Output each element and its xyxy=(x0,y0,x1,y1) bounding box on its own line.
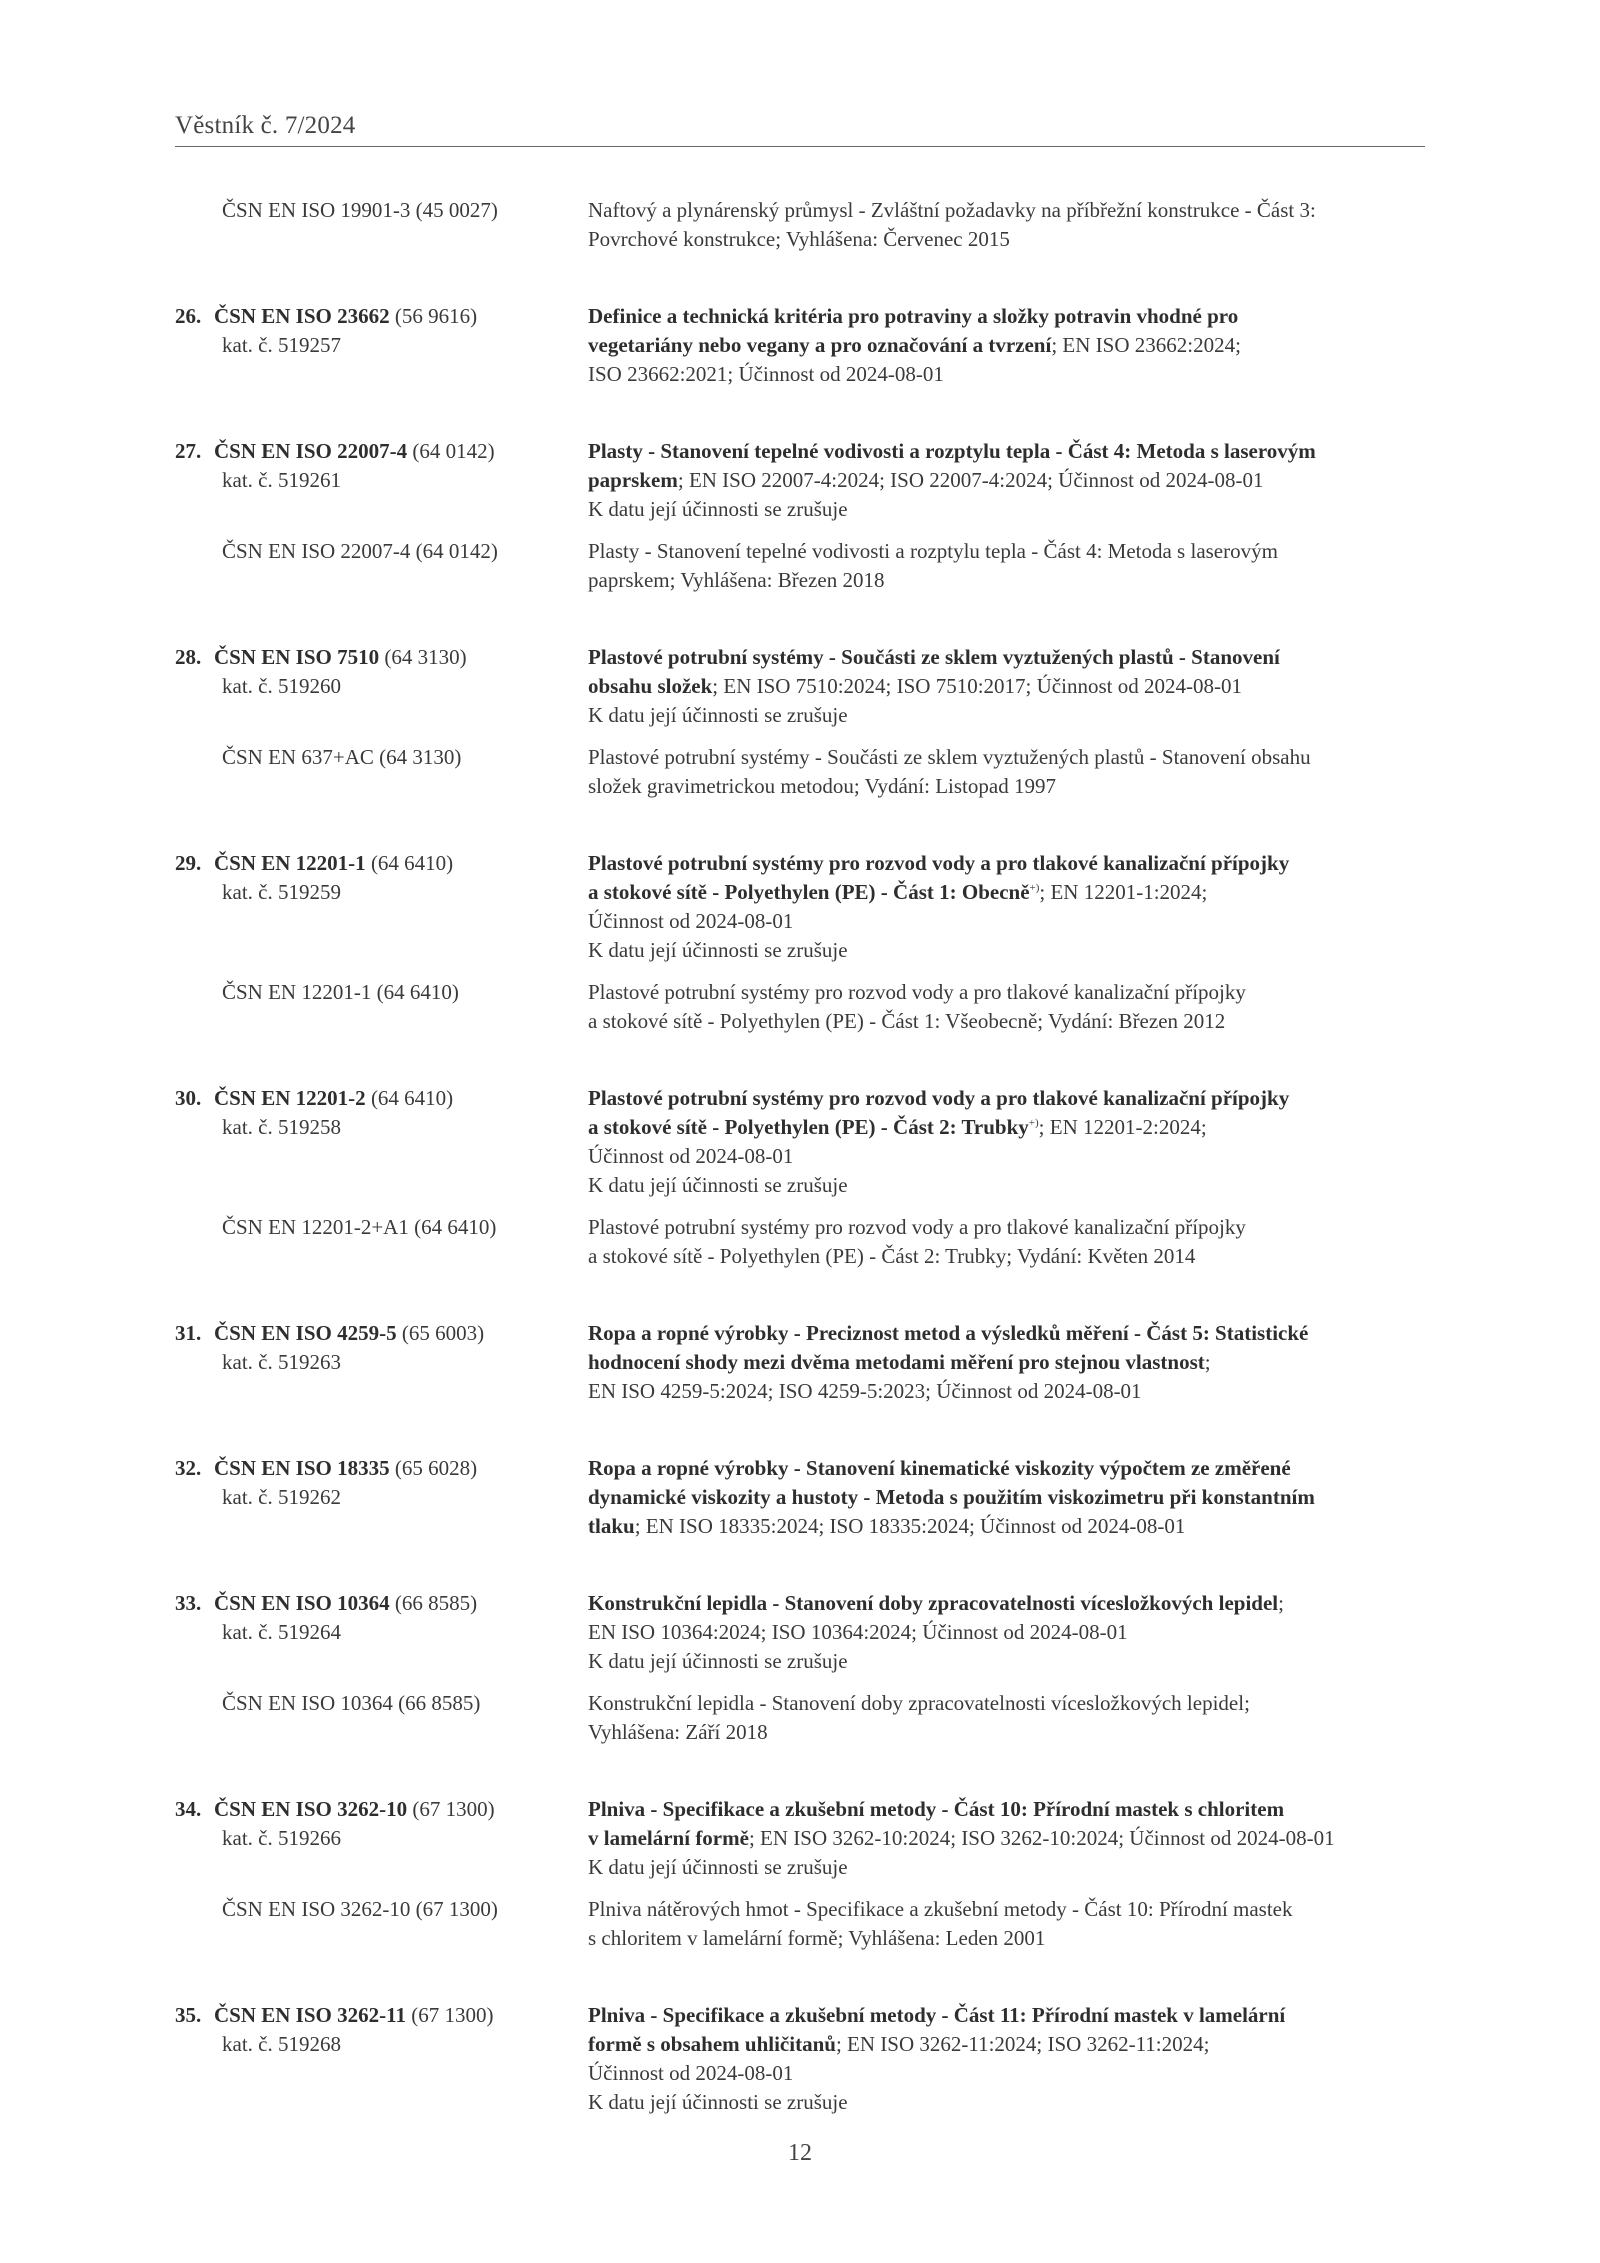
standard-designation xyxy=(0,1454,585,1541)
classification-code: (65 6028) xyxy=(389,1456,478,1480)
superseded-standard-code: ČSN EN 637+AC (64 3130) xyxy=(222,745,462,769)
description-line xyxy=(588,466,1438,495)
standard-code: ČSN EN ISO 3262-11 xyxy=(214,2003,406,2027)
description-text: ISO 23662:2021; Účinnost od 2024-08-01 xyxy=(588,362,944,386)
description-text: Účinnost od 2024-08-01 xyxy=(588,909,794,933)
description-text: a stokové sítě - Polyethylen (PE) - Část 2: Trubky; Vydání: Květen 2014 xyxy=(588,1244,1196,1268)
standard-row xyxy=(0,643,1600,730)
designation-line xyxy=(175,1589,585,1618)
description-line xyxy=(588,643,1438,672)
designation-line xyxy=(175,1084,585,1113)
standard-code: ČSN EN ISO 22007-4 xyxy=(214,439,408,463)
description-line xyxy=(588,743,1438,772)
description-text: K datu její účinnosti se zrušuje xyxy=(588,1173,848,1197)
description-line xyxy=(588,936,1438,965)
standard-designation xyxy=(0,537,585,595)
standard-designation xyxy=(0,1589,585,1676)
description-text: K datu její účinnosti se zrušuje xyxy=(588,1649,848,1673)
description-line xyxy=(588,978,1438,1007)
standard-description xyxy=(588,849,1438,965)
standard-designation xyxy=(0,849,585,965)
description-text: ; EN ISO 7510:2024; ISO 7510:2017; Účinnost od 2024-08-01 xyxy=(712,674,1242,698)
classification-code: (64 6410) xyxy=(365,1086,454,1110)
standard-title: a stokové sítě - Polyethylen (PE) - Část 2: Trubky xyxy=(588,1115,1029,1139)
description-line xyxy=(588,878,1438,907)
standard-designation xyxy=(0,2001,585,2117)
entry-number: 27. xyxy=(175,439,202,463)
standard-designation xyxy=(0,1213,585,1271)
description-line xyxy=(588,1319,1438,1348)
page-header xyxy=(175,112,1425,147)
designation-line xyxy=(175,196,585,225)
standard-title: Plniva - Specifikace a zkušební metody - Část 10: Přírodní mastek s chloritem xyxy=(588,1797,1285,1821)
catalog-number: kat. č. 519263 xyxy=(222,1350,341,1374)
standard-description xyxy=(588,1689,1438,1747)
classification-code: (64 3130) xyxy=(379,645,467,669)
classification-code: (67 1300) xyxy=(407,1797,495,1821)
standard-designation xyxy=(0,1319,585,1406)
description-text: ; EN 12201-2:2024; xyxy=(1038,1115,1207,1139)
description-text: EN ISO 10364:2024; ISO 10364:2024; Účinnost od 2024-08-01 xyxy=(588,1620,1128,1644)
superseded-row xyxy=(0,1895,1600,1953)
standard-designation xyxy=(0,1689,585,1747)
superseded-row xyxy=(0,537,1600,595)
description-line xyxy=(588,495,1438,524)
catalog-number: kat. č. 519262 xyxy=(222,1485,341,1509)
description-text: a stokové sítě - Polyethylen (PE) - Část 1: Všeobecně; Vydání: Březen 2012 xyxy=(588,1009,1226,1033)
standard-title: Konstrukční lepidla - Stanovení doby zpracovatelnosti vícesložkových lepidel xyxy=(588,1591,1279,1615)
standard-entry xyxy=(0,1084,1600,1271)
entry-number: 26. xyxy=(175,304,202,328)
description-line xyxy=(588,1795,1438,1824)
description-line xyxy=(588,225,1438,254)
description-line xyxy=(588,672,1438,701)
catalog-number: kat. č. 519261 xyxy=(222,468,341,492)
standard-designation xyxy=(0,1084,585,1200)
description-text: ; EN ISO 3262-11:2024; ISO 3262-11:2024; xyxy=(835,2032,1210,2056)
designation-line xyxy=(175,1213,585,1242)
standard-designation xyxy=(0,1895,585,1953)
description-text: složek gravimetrickou metodou; Vydání: Listopad 1997 xyxy=(588,774,1056,798)
standard-entry xyxy=(0,849,1600,1036)
classification-code: (56 9616) xyxy=(389,304,478,328)
standard-description xyxy=(588,196,1438,254)
standard-code: ČSN EN 12201-1 xyxy=(214,851,366,875)
designation-line xyxy=(175,1689,585,1718)
description-line xyxy=(588,1171,1438,1200)
standard-description xyxy=(588,1319,1438,1406)
description-text: ; EN 12201-1:2024; xyxy=(1039,880,1208,904)
standard-title: Plastové potrubní systémy pro rozvod vody a pro tlakové kanalizační přípojky xyxy=(588,1086,1290,1110)
description-text: Plastové potrubní systémy - Součásti ze sklem vyztužených plastů - Stanovení obsahu xyxy=(588,745,1311,769)
description-line xyxy=(588,1007,1438,1036)
footnote-mark: +) xyxy=(1029,882,1040,894)
classification-code: (64 0142) xyxy=(407,439,495,463)
description-text: K datu její účinnosti se zrušuje xyxy=(588,497,848,521)
superseded-row xyxy=(0,1213,1600,1271)
description-line xyxy=(588,1824,1438,1853)
standard-title: formě s obsahem uhličitanů xyxy=(588,2032,836,2056)
superseded-row xyxy=(0,743,1600,801)
description-text: K datu její účinnosti se zrušuje xyxy=(588,703,848,727)
standard-description xyxy=(588,1084,1438,1200)
standard-row xyxy=(0,1319,1600,1406)
standard-designation xyxy=(0,643,585,730)
standard-title: dynamické viskozity a hustoty - Metoda s použitím viskozimetru při konstantním xyxy=(588,1485,1315,1509)
standard-row xyxy=(0,1084,1600,1200)
superseded-standard-code: ČSN EN 12201-1 (64 6410) xyxy=(222,980,459,1004)
standard-description xyxy=(588,1795,1438,1882)
footnote-mark: +) xyxy=(1028,1117,1039,1129)
standard-designation xyxy=(0,1795,585,1882)
standard-title: tlaku xyxy=(588,1514,635,1538)
classification-code: (64 6410) xyxy=(365,851,454,875)
description-line xyxy=(588,537,1438,566)
description-text: Povrchové konstrukce; Vyhlášena: Červenec 2015 xyxy=(588,227,1010,251)
description-text: Naftový a plynárenský průmysl - Zvláštní požadavky na příbřežní konstrukce - Část 3: xyxy=(588,198,1316,222)
designation-line xyxy=(175,1319,585,1348)
standard-description xyxy=(588,1589,1438,1676)
standard-entry xyxy=(0,437,1600,595)
standard-description xyxy=(588,1454,1438,1541)
standard-title: Definice a technická kritéria pro potraviny a složky potravin vhodné pro xyxy=(588,304,1239,328)
description-line xyxy=(588,1589,1438,1618)
description-text: K datu její účinnosti se zrušuje xyxy=(588,1855,848,1879)
standard-description xyxy=(588,302,1438,389)
standard-row xyxy=(0,196,1600,254)
standard-designation xyxy=(0,437,585,524)
standard-code: ČSN EN ISO 3262-10 xyxy=(214,1797,408,1821)
standard-row xyxy=(0,1454,1600,1541)
superseded-standard-code: ČSN EN ISO 3262-10 (67 1300) xyxy=(222,1897,498,1921)
standard-title: Ropa a ropné výrobky - Stanovení kinematické viskozity výpočtem ze změřené xyxy=(588,1456,1291,1480)
standard-row xyxy=(0,302,1600,389)
standard-description xyxy=(588,1213,1438,1271)
description-line xyxy=(588,1242,1438,1271)
description-text: ; EN ISO 22007-4:2024; ISO 22007-4:2024; Účinnost od 2024-08-01 xyxy=(677,468,1264,492)
description-text: Konstrukční lepidla - Stanovení doby zpracovatelnosti vícesložkových lepidel; xyxy=(588,1691,1250,1715)
description-line xyxy=(588,1618,1438,1647)
standard-row xyxy=(0,1589,1600,1676)
description-text: ; xyxy=(1278,1591,1284,1615)
standard-description xyxy=(588,1895,1438,1953)
description-line xyxy=(588,1113,1438,1142)
description-line xyxy=(588,437,1438,466)
description-text: Plasty - Stanovení tepelné vodivosti a rozptylu tepla - Část 4: Metoda s laserovým xyxy=(588,539,1278,563)
standard-description xyxy=(588,643,1438,730)
description-text: K datu její účinnosti se zrušuje xyxy=(588,938,848,962)
standard-title: vegetariány nebo vegany a pro označování a tvrzení xyxy=(588,333,1052,357)
description-text: paprskem; Vyhlášena: Březen 2018 xyxy=(588,568,885,592)
standard-description xyxy=(588,2001,1438,2117)
standard-title: hodnocení shody mezi dvěma metodami měření pro stejnou vlastnost xyxy=(588,1350,1205,1374)
description-line xyxy=(588,1718,1438,1747)
description-line xyxy=(588,2001,1438,2030)
catalog-number: kat. č. 519268 xyxy=(222,2032,341,2056)
standard-title: Plastové potrubní systémy pro rozvod vody a pro tlakové kanalizační přípojky xyxy=(588,851,1290,875)
standard-code: ČSN EN 12201-2 xyxy=(214,1086,366,1110)
standard-row xyxy=(0,437,1600,524)
entry-number: 33. xyxy=(175,1591,202,1615)
designation-line xyxy=(175,1895,585,1924)
standard-designation xyxy=(0,743,585,801)
superseded-row xyxy=(0,978,1600,1036)
description-text: ; xyxy=(1204,1350,1211,1374)
description-line xyxy=(588,1895,1438,1924)
standard-entry xyxy=(0,302,1600,389)
standard-title: Plasty - Stanovení tepelné vodivosti a rozptylu tepla - Část 4: Metoda s laserovým xyxy=(588,439,1316,463)
standard-entry xyxy=(0,1795,1600,1953)
designation-line xyxy=(175,643,585,672)
description-text: EN ISO 4259-5:2024; ISO 4259-5:2023; Účinnost od 2024-08-01 xyxy=(588,1379,1142,1403)
designation-line xyxy=(175,743,585,772)
catalog-number: kat. č. 519258 xyxy=(222,1115,341,1139)
catalog-number: kat. č. 519264 xyxy=(222,1620,341,1644)
standard-title: Plastové potrubní systémy - Součásti ze sklem vyztužených plastů - Stanovení xyxy=(588,645,1280,669)
description-line xyxy=(588,1084,1438,1113)
description-line xyxy=(588,849,1438,878)
standards-list xyxy=(0,196,1600,2165)
description-text: ; EN ISO 18335:2024; ISO 18335:2024; Účinnost od 2024-08-01 xyxy=(634,1514,1186,1538)
description-line xyxy=(588,1689,1438,1718)
description-line xyxy=(588,1483,1438,1512)
designation-line xyxy=(175,1795,585,1824)
page-number: 12 xyxy=(788,2140,812,2166)
journal-title: Věstník č. 7/2024 xyxy=(175,112,356,139)
catalog-number: kat. č. 519266 xyxy=(222,1826,341,1850)
superseded-standard-code: ČSN EN 12201-2+A1 (64 6410) xyxy=(222,1215,497,1239)
standard-code: ČSN EN ISO 10364 xyxy=(214,1591,390,1615)
designation-line xyxy=(175,2001,585,2030)
catalog-number: kat. č. 519260 xyxy=(222,674,341,698)
description-line xyxy=(588,1924,1438,1953)
standard-designation xyxy=(0,978,585,1036)
standard-entry xyxy=(0,2001,1600,2117)
standard-code: ČSN EN ISO 4259-5 xyxy=(214,1321,397,1345)
description-line xyxy=(588,302,1438,331)
classification-code: (65 6003) xyxy=(396,1321,485,1345)
description-text: Vyhlášena: Září 2018 xyxy=(588,1720,768,1744)
description-line xyxy=(588,772,1438,801)
description-line xyxy=(588,1454,1438,1483)
standard-entry xyxy=(0,196,1600,254)
description-line xyxy=(588,2030,1438,2059)
description-text: Účinnost od 2024-08-01 xyxy=(588,2061,794,2085)
description-line xyxy=(588,360,1438,389)
standard-title: v lamelární formě xyxy=(588,1826,749,1850)
standard-description xyxy=(588,437,1438,524)
standard-title: a stokové sítě - Polyethylen (PE) - Část 1: Obecně xyxy=(588,880,1030,904)
description-text: Plniva nátěrových hmot - Specifikace a zkušební metody - Část 10: Přírodní mastek xyxy=(588,1897,1293,1921)
description-line xyxy=(588,1377,1438,1406)
standard-title: Plniva - Specifikace a zkušební metody - Část 11: Přírodní mastek v lamelární xyxy=(588,2003,1286,2027)
description-line xyxy=(588,907,1438,936)
standard-code: ČSN EN ISO 7510 xyxy=(214,645,380,669)
description-line xyxy=(588,331,1438,360)
standard-designation xyxy=(0,302,585,389)
description-line xyxy=(588,701,1438,730)
catalog-number: kat. č. 519257 xyxy=(222,333,341,357)
description-line xyxy=(588,1213,1438,1242)
description-text: ; EN ISO 23662:2024; xyxy=(1051,333,1241,357)
standard-entry xyxy=(0,1589,1600,1747)
standard-row xyxy=(0,849,1600,965)
superseded-standard-code: ČSN EN ISO 19901-3 (45 0027) xyxy=(222,198,498,222)
catalog-number: kat. č. 519259 xyxy=(222,880,341,904)
entry-number: 28. xyxy=(175,645,202,669)
standard-row xyxy=(0,1795,1600,1882)
designation-line xyxy=(175,537,585,566)
designation-line xyxy=(175,1454,585,1483)
standard-entry xyxy=(0,1319,1600,1406)
standard-entry xyxy=(0,1454,1600,1541)
standard-row xyxy=(0,2001,1600,2117)
description-text: s chloritem v lamelární formě; Vyhlášena: Leden 2001 xyxy=(588,1926,1046,1950)
standard-description xyxy=(588,743,1438,801)
standard-entry xyxy=(0,643,1600,801)
classification-code: (66 8585) xyxy=(389,1591,478,1615)
entry-number: 34. xyxy=(175,1797,202,1821)
standard-title: paprskem xyxy=(588,468,678,492)
standard-title: Ropa a ropné výrobky - Preciznost metod a výsledků měření - Část 5: Statistické xyxy=(588,1321,1309,1345)
entry-number: 31. xyxy=(175,1321,202,1345)
entry-number: 30. xyxy=(175,1086,202,1110)
standard-title: obsahu složek xyxy=(588,674,713,698)
entry-number: 29. xyxy=(175,851,202,875)
description-line xyxy=(588,2088,1438,2117)
superseded-standard-code: ČSN EN ISO 22007-4 (64 0142) xyxy=(222,539,498,563)
description-line xyxy=(588,1647,1438,1676)
description-text: K datu její účinnosti se zrušuje xyxy=(588,2090,848,2114)
standard-description xyxy=(588,978,1438,1036)
classification-code: (67 1300) xyxy=(405,2003,494,2027)
description-text: ; EN ISO 3262-10:2024; ISO 3262-10:2024; Účinnost od 2024-08-01 xyxy=(748,1826,1335,1850)
description-line xyxy=(588,1512,1438,1541)
standard-code: ČSN EN ISO 23662 xyxy=(214,304,390,328)
designation-line xyxy=(175,849,585,878)
designation-line xyxy=(175,978,585,1007)
description-line xyxy=(588,566,1438,595)
description-line xyxy=(588,1853,1438,1882)
description-line xyxy=(588,2059,1438,2088)
description-line xyxy=(588,1348,1438,1377)
description-text: Plastové potrubní systémy pro rozvod vody a pro tlakové kanalizační přípojky xyxy=(588,980,1246,1004)
entry-number: 35. xyxy=(175,2003,202,2027)
description-text: Účinnost od 2024-08-01 xyxy=(588,1144,794,1168)
superseded-row xyxy=(0,1689,1600,1747)
superseded-standard-code: ČSN EN ISO 10364 (66 8585) xyxy=(222,1691,481,1715)
standard-designation xyxy=(0,196,585,254)
description-line xyxy=(588,196,1438,225)
designation-line xyxy=(175,437,585,466)
standard-description xyxy=(588,537,1438,595)
designation-line xyxy=(175,302,585,331)
entry-number: 32. xyxy=(175,1456,202,1480)
description-line xyxy=(588,1142,1438,1171)
standard-code: ČSN EN ISO 18335 xyxy=(214,1456,390,1480)
description-text: Plastové potrubní systémy pro rozvod vody a pro tlakové kanalizační přípojky xyxy=(588,1215,1246,1239)
